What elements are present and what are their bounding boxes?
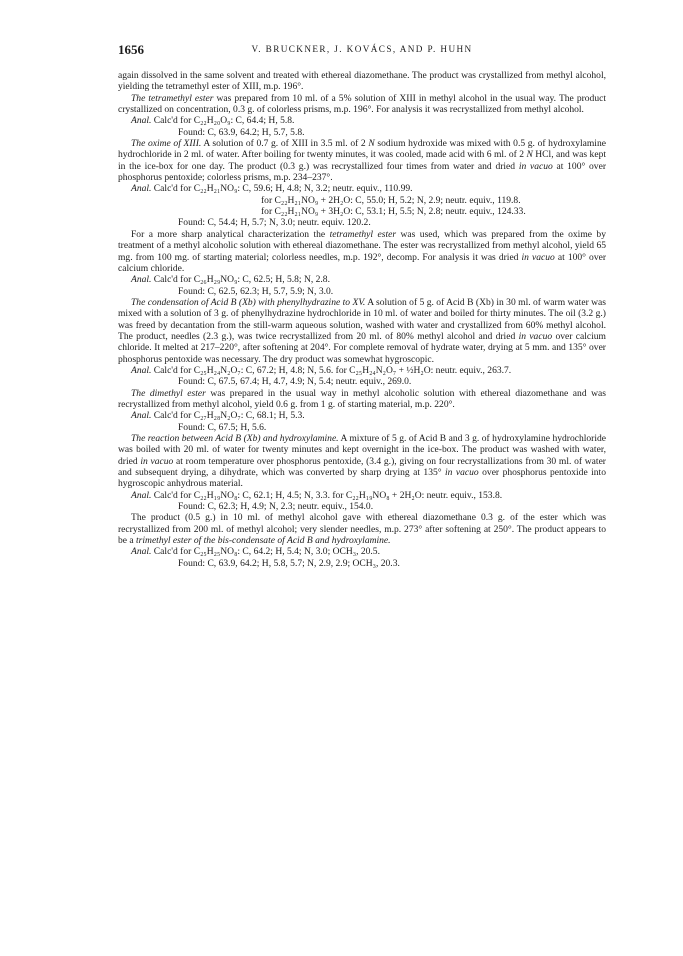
page-header bbox=[118, 42, 606, 58]
page-number: 1656 bbox=[118, 42, 144, 57]
analysis-line: Anal. Calc'd for C₂₆H₂₉NO₉: C, 62.5; H, 5.8; N, 2.8. bbox=[131, 274, 330, 286]
section-title: The reaction between Acid B (Xb) and hydroxylamine. bbox=[131, 433, 339, 444]
analysis-line: Anal. Calc'd for C₂₂H₁₉NO₈: C, 62.1; H, 4.5; N, 3.3. for C₂₂H₁₉NO₈ + 2H₂O: neutr. equiv., 153.8. bbox=[131, 489, 503, 501]
section-title: The dimethyl ester bbox=[131, 387, 206, 399]
paragraph: The oxime of XIII. A solution of 0.7 g. of XIII in 3.5 ml. of 2 N sodium hydroxide was mixed with 0.5 g. of hydroxylamine hydrochloride in 2 ml. of water. After boiling for twenty minutes, it was cooled, made acid with 6 ml. of 2 N HCl, and was kept in the ice-box for one day. The product (0.3 g.) was recrystallized four times from water and dried in vacuo at 100° over phosphorus pentoxide; colorless prisms, m.p. 234–237°. bbox=[118, 138, 606, 184]
article-body bbox=[118, 70, 606, 569]
running-title: V. BRUCKNER, J. KOVÁCS, AND P. HUHN bbox=[251, 44, 473, 54]
analysis-line: Anal. Calc'd for C₂₇H₂₈N₂O₇: C, 68.1; H, 5.3. bbox=[131, 410, 305, 422]
found-line: Found: C, 63.9, 64.2; H, 5.7, 5.8. bbox=[178, 126, 305, 138]
found-line: Found: C, 67.5, 67.4; H, 4.7, 4.9; N, 5.4; neutr. equiv., 269.0. bbox=[178, 376, 412, 388]
paragraph: For a more sharp analytical characterization the tetramethyl ester was used, which was prepared from the oxime by treatment of a methyl alcoholic solution with ethereal diazomethane. The ester was recrystallized from methyl alcohol, yield 65 mg. from 100 mg. of starting material; colorless needles, m.p. 192°, decomp. For analysis it was dried in vacuo at 100° over calcium chloride. bbox=[118, 228, 607, 274]
analysis-line: Anal. Calc'd for C₂₅H₂₄N₂O₇: C, 67.2; H, 4.8; N, 5.6. for C₂₅H₂₄N₂O₇ + ½H₂O: neutr. equiv., 263.7. bbox=[131, 364, 512, 376]
found-line: Found: C, 63.9, 64.2; H, 5.8, 5.7; N, 2.9, 2.9; OCH₃, 20.3. bbox=[178, 557, 400, 569]
analysis-line: Anal. Calc'd for C₂₅H₂₅NO₈: C, 64.2; H, 5.4; N, 3.0; OCH₃, 20.5. bbox=[131, 546, 380, 558]
paragraph: The tetramethyl ester was prepared from 10 ml. of a 5% solution of XIII in methyl alcohol in the usual way. The product crystallized on concentration, 0.3 g. of colorless prisms, m.p. 196°. For analysis it was recrystallized from methyl alcohol. bbox=[118, 92, 606, 116]
section-title: The condensation of Acid B (Xb) with phenylhydrazine to XV. bbox=[131, 296, 366, 308]
paragraph: The reaction between Acid B (Xb) and hydroxylamine. A mixture of 5 g. of Acid B and 3 g. of hydroxylamine hydrochloride was boiled with 20 ml. of water for twenty minutes and kept overnight in the ice-box. The product was washed with water, dried in vacuo at room temperature over phosphorus pentoxide, (3.4 g.), giving on four recrystallizations from 30 ml. of water and subsequent drying, a dihydrate, which was converted by sharp drying at 135° in vacuo over phosphorus pentoxide into hygroscopic anhydrous material. bbox=[118, 433, 606, 490]
found-line: Found: C, 67.5; H, 5.6. bbox=[178, 421, 267, 433]
analysis-line: for C₂₂H₂₁NO₉ + 2H₂O: C, 55.0; H, 5.2; N, 2.9; neutr. equiv., 119.8. bbox=[261, 194, 521, 206]
section-title: The tetramethyl ester bbox=[131, 92, 214, 104]
analysis-line: Anal. Calc'd for C₂₂H₂₀O₉: C, 64.4; H, 5.8. bbox=[131, 115, 295, 127]
found-line: Found: C, 62.5, 62.3; H, 5.7, 5.9; N, 3.0. bbox=[178, 285, 334, 297]
paragraph: The product (0.5 g.) in 10 ml. of methyl alcohol gave with ethereal diazomethane 0.3 g. of the ester which was recrystallized from 200 ml. of methyl alcohol; very slender needles, m.p. 273° after softening at 250°. The product appears to be a trimethyl ester of the bis-condensate of Acid B and hydroxylamine. bbox=[118, 512, 606, 547]
paragraph: again dissolved in the same solvent and treated with ethereal diazomethane. The product was crystallized from methyl alcohol, yielding the tetramethyl ester of XIII, m.p. 196°. bbox=[118, 70, 606, 93]
found-line: Found: C, 54.4; H, 5.7; N, 3.0; neutr. equiv. 120.2. bbox=[178, 217, 371, 229]
found-line: Found: C, 62.3; H, 4.9; N, 2.3; neutr. equiv., 154.0. bbox=[178, 501, 374, 513]
paragraph: The dimethyl ester was prepared in the usual way in methyl alcoholic solution with ethereal diazomethane and was recrystallized from methyl alcohol, yield 0.6 g. from 1 g. of starting material, m.p. 220°. bbox=[118, 387, 606, 410]
paragraph: The condensation of Acid B (Xb) with phenylhydrazine to XV. A solution of 5 g. of Acid B (Xb) in 30 ml. of warm water was mixed with a solution of 3 g. of phenylhydrazine hydrochloride in 10 ml. of water and boiled for thirty minutes. The oil (3.2 g.) was freed by decantation from the still-warm aqueous solution, washed with water and crystallized from 60% methyl alcohol. The product, needles (2.3 g.), was twice recrystallized from 20 ml. of 80% methyl alcohol and dried in vacuo over calcium chloride. It melted at 217–220°, after softening at 204°. For complete removal of hydrate water, drying at 5 mm. and 135° over phosphorus pentoxide was necessary. The dry product was somewhat hygroscopic. bbox=[118, 296, 607, 365]
analysis-line: Anal. Calc'd for C₂₂H₂₁NO₉: C, 59.6; H, 4.8; N, 3.2; neutr. equiv., 110.99. bbox=[131, 183, 413, 195]
analysis-line: for C₂₂H₂₁NO₉ + 3H₂O: C, 53.1; H, 5.5; N, 2.8; neutr. equiv., 124.33. bbox=[261, 206, 526, 218]
section-title: The oxime of XIII. bbox=[131, 138, 202, 150]
